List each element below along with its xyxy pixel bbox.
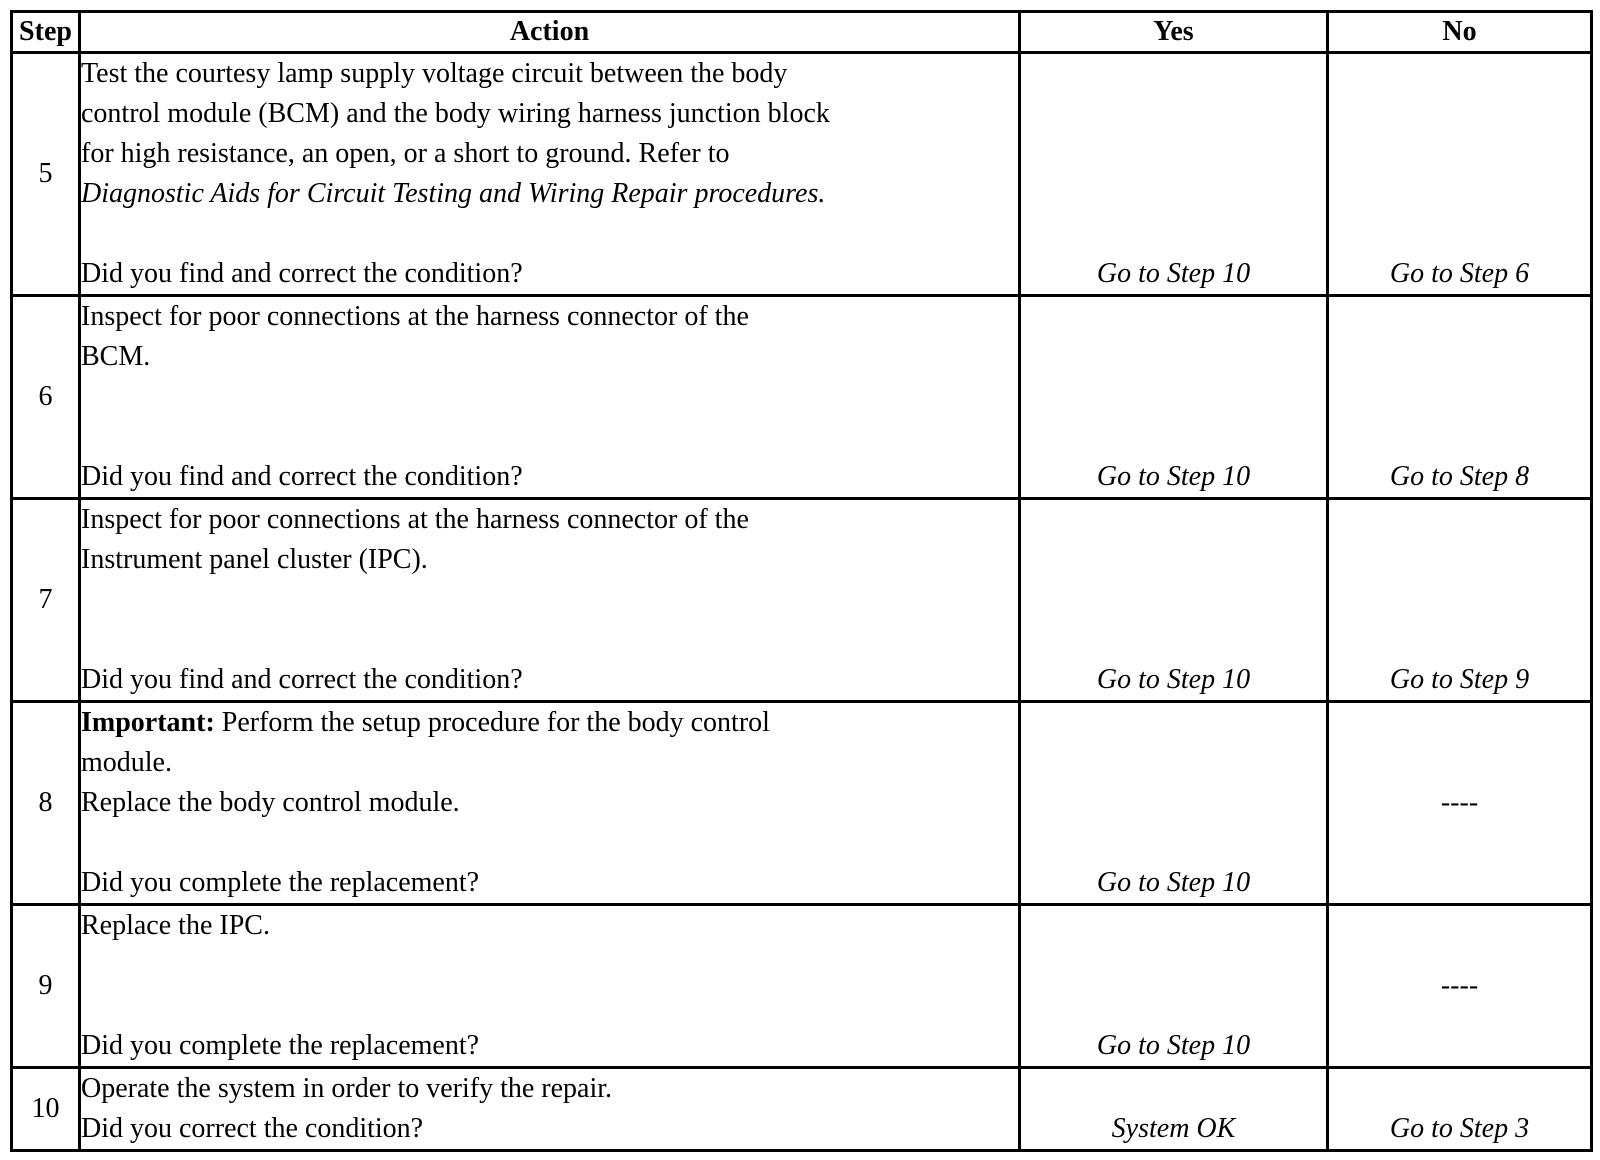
step-number: 7 bbox=[12, 499, 80, 702]
action-line: Replace the body control module. bbox=[81, 787, 460, 818]
table-row bbox=[12, 499, 1592, 702]
step-number: 10 bbox=[12, 1068, 80, 1151]
action-line: Operate the system in order to verify the repair. bbox=[81, 1073, 613, 1104]
no-result: ---- bbox=[1328, 702, 1592, 905]
header-action: Action bbox=[80, 12, 1020, 53]
yes-result: Go to Step 10 bbox=[1020, 296, 1328, 499]
table-row bbox=[12, 53, 1592, 296]
reference-link-text: Diagnostic Aids for Circuit Testing and Wiring Repair procedures. bbox=[81, 178, 826, 209]
yes-result: Go to Step 10 bbox=[1020, 702, 1328, 905]
no-result: Go to Step 6 bbox=[1328, 53, 1592, 296]
action-question: Did you find and correct the condition? bbox=[81, 664, 523, 695]
table-row bbox=[12, 702, 1592, 905]
no-result: Go to Step 3 bbox=[1328, 1068, 1592, 1151]
table-row bbox=[12, 1068, 1592, 1151]
step-number: 6 bbox=[12, 296, 80, 499]
important-label: Important: bbox=[81, 707, 215, 738]
action-line: Inspect for poor connections at the harness connector of the bbox=[81, 504, 749, 535]
header-no: No bbox=[1328, 12, 1592, 53]
no-result: ---- bbox=[1328, 905, 1592, 1068]
action-line: module. bbox=[81, 747, 172, 778]
table-row bbox=[12, 296, 1592, 499]
no-result: Go to Step 9 bbox=[1328, 499, 1592, 702]
action-cell bbox=[80, 296, 1020, 499]
yes-result: Go to Step 10 bbox=[1020, 905, 1328, 1068]
action-question: Did you correct the condition? bbox=[81, 1113, 424, 1144]
important-text: Perform the setup procedure for the body control bbox=[214, 707, 770, 738]
action-line: control module (BCM) and the body wiring harness junction block bbox=[81, 98, 830, 129]
important-note bbox=[81, 703, 1018, 743]
table-row bbox=[12, 905, 1592, 1068]
header-row bbox=[12, 12, 1592, 53]
action-question: Did you complete the replacement? bbox=[81, 1030, 480, 1061]
action-line: BCM. bbox=[81, 341, 151, 372]
action-line: Test the courtesy lamp supply voltage circuit between the body bbox=[81, 58, 788, 89]
yes-result: System OK bbox=[1020, 1068, 1328, 1151]
action-line: Inspect for poor connections at the harness connector of the bbox=[81, 301, 749, 332]
step-number: 8 bbox=[12, 702, 80, 905]
action-line: Replace the IPC. bbox=[81, 910, 270, 941]
step-number: 9 bbox=[12, 905, 80, 1068]
action-question: Did you complete the replacement? bbox=[81, 867, 480, 898]
action-cell bbox=[80, 1068, 1020, 1151]
yes-result: Go to Step 10 bbox=[1020, 499, 1328, 702]
step-number: 5 bbox=[12, 53, 80, 296]
action-cell bbox=[80, 53, 1020, 296]
action-line: Instrument panel cluster (IPC). bbox=[81, 544, 428, 575]
yes-result: Go to Step 10 bbox=[1020, 53, 1328, 296]
action-cell bbox=[80, 702, 1020, 905]
action-line: for high resistance, an open, or a short to ground. Refer to bbox=[81, 138, 730, 169]
action-cell bbox=[80, 499, 1020, 702]
no-result: Go to Step 8 bbox=[1328, 296, 1592, 499]
action-question: Did you find and correct the condition? bbox=[81, 461, 523, 492]
header-step: Step bbox=[12, 12, 80, 53]
header-yes: Yes bbox=[1020, 12, 1328, 53]
action-question: Did you find and correct the condition? bbox=[81, 258, 523, 289]
diagnostic-table bbox=[10, 10, 1593, 1152]
action-cell bbox=[80, 905, 1020, 1068]
